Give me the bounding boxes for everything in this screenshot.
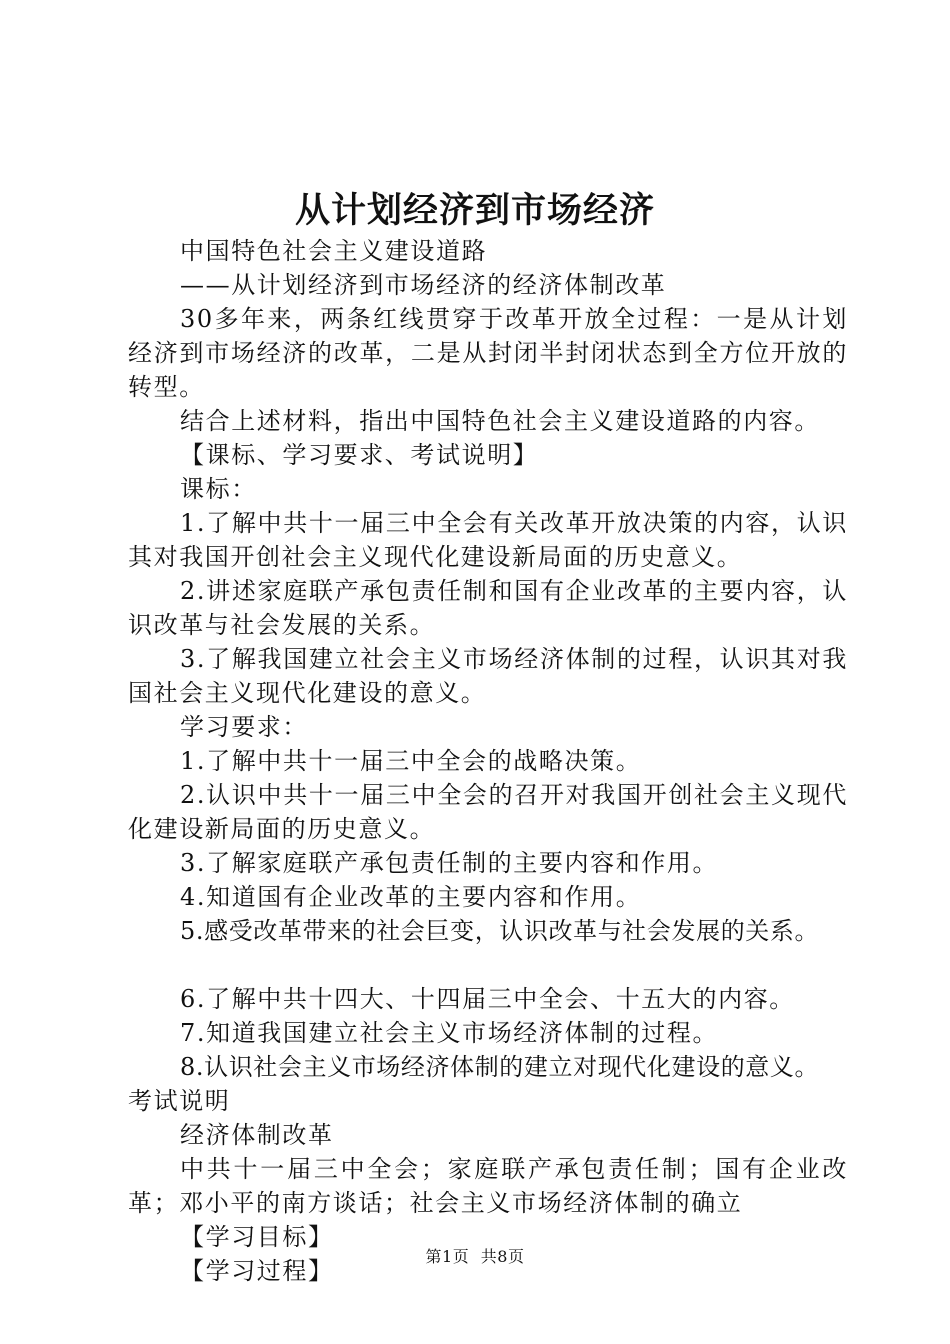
requirement-item-6: 6.了解中共十四大、十四届三中全会、十五大的内容。 bbox=[180, 985, 795, 1013]
curriculum-item-1: 1.了解中共十一届三中全会有关改革开放决策的内容，认识其对我国开创社会主义现代化建设新局面的历史意义。 bbox=[128, 509, 848, 571]
exam-topic: 经济体制改革 bbox=[180, 1121, 334, 1149]
heading-requirements: 学习要求： bbox=[180, 713, 308, 741]
section-heading-standards: 【课标、学习要求、考试说明】 bbox=[180, 441, 539, 469]
paragraph-subtitle: 中国特色社会主义建设道路 bbox=[180, 237, 488, 265]
requirement-item-8: 8.认识社会主义市场经济体制的建立对现代化建设的意义。 bbox=[180, 1053, 820, 1081]
paragraph-question: 结合上述材料，指出中国特色社会主义建设道路的内容。 bbox=[180, 407, 820, 435]
heading-exam-notes: 考试说明 bbox=[128, 1087, 231, 1115]
heading-learning-goals: 【学习目标】 bbox=[180, 1223, 334, 1251]
exam-topic-details: 中共十一届三中全会；家庭联产承包责任制；国有企业改革；邓小平的南方谈话；社会主义市场经济体制的确立 bbox=[128, 1155, 848, 1217]
requirement-item-1: 1.了解中共十一届三中全会的战略决策。 bbox=[180, 747, 642, 775]
page-footer bbox=[0, 1244, 950, 1267]
curriculum-item-3: 3.了解我国建立社会主义市场经济体制的过程，认识其对我国社会主义现代化建设的意义。 bbox=[128, 645, 848, 707]
curriculum-item-2: 2.讲述家庭联产承包责任制和国有企业改革的主要内容，认识改革与社会发展的关系。 bbox=[128, 577, 848, 639]
heading-curriculum: 课标： bbox=[180, 475, 257, 503]
paragraph-material: 30多年来，两条红线贯穿于改革开放全过程：一是从计划经济到市场经济的改革，二是从封闭半封闭状态到全方位开放的转型。 bbox=[128, 305, 848, 401]
requirement-item-2: 2.认识中共十一届三中全会的召开对我国开创社会主义现代化建设新局面的历史意义。 bbox=[128, 781, 848, 843]
requirement-item-7: 7.知道我国建立社会主义市场经济体制的过程。 bbox=[180, 1019, 719, 1047]
page-total: 共8页 bbox=[480, 1247, 525, 1266]
paragraph-subheading: ——从计划经济到市场经济的经济体制改革 bbox=[180, 271, 667, 299]
requirement-item-4: 4.知道国有企业改革的主要内容和作用。 bbox=[180, 883, 642, 911]
heading-learning-process: 【学习过程】 bbox=[180, 1257, 334, 1285]
document-title: 从计划经济到市场经济 bbox=[294, 190, 655, 231]
requirement-item-3: 3.了解家庭联产承包责任制的主要内容和作用。 bbox=[180, 849, 719, 877]
requirement-item-5: 5.感受改革带来的社会巨变，认识改革与社会发展的关系。 bbox=[180, 917, 820, 945]
page-number: 第1页 bbox=[425, 1247, 470, 1266]
document-body bbox=[128, 234, 848, 1288]
